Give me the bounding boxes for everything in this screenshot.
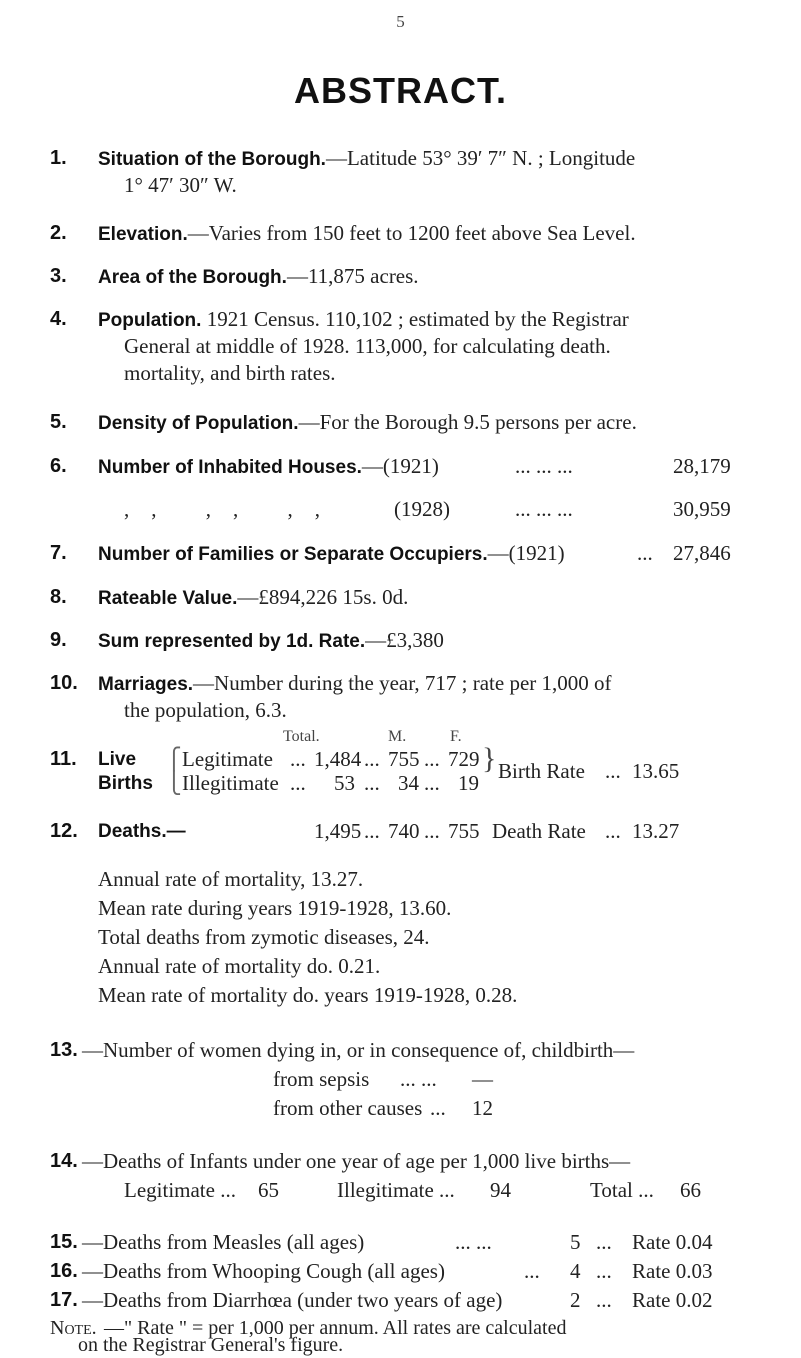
- item-heading: Rateable Value.: [98, 588, 238, 609]
- item-text: (1928): [394, 497, 450, 521]
- item-number: 6.: [50, 455, 67, 477]
- note-label: Note.: [50, 1317, 97, 1339]
- item-heading: Area of the Borough.: [98, 267, 287, 288]
- item-text-cont: General at middle of 1928. 113,000, for calculating death.: [124, 334, 611, 358]
- item-text: —Deaths from Whooping Cough (all ages): [82, 1259, 445, 1283]
- item-number: 1.: [50, 147, 67, 169]
- infants-illegit-value: 94: [490, 1178, 511, 1202]
- deaths-heading: Deaths.—: [98, 821, 186, 842]
- item-value: 30,959: [673, 497, 731, 521]
- item-text: 1921 Census. 110,102 ; estimated by the Registrar: [206, 307, 629, 331]
- item-text-cont: mortality, and birth rates.: [124, 361, 336, 385]
- leader-dots: ...: [524, 1259, 540, 1283]
- item-text: —£894,226 15s. 0d.: [237, 585, 409, 609]
- item-heading: Situation of the Borough.: [98, 149, 326, 170]
- item-number: 11.: [50, 748, 77, 770]
- item-number: 10.: [50, 672, 78, 694]
- column-total: Total.: [283, 728, 320, 745]
- item-text: —Varies from 150 feet to 1200 feet above Sea Level.: [187, 221, 636, 245]
- maternal-other-value: 12: [472, 1096, 493, 1120]
- disease-count: 2: [570, 1288, 581, 1312]
- leader-dots: ... ... ...: [515, 454, 573, 478]
- item-text: —Number during the year, 717 ; rate per 1,000 of: [193, 671, 612, 695]
- page-number: 5: [396, 12, 405, 31]
- births-female: 19: [458, 771, 479, 795]
- note-line-1: —" Rate " = per 1,000 per annum. All rates are calculated: [104, 1317, 567, 1339]
- item-text: —(1921): [487, 541, 565, 565]
- item-text: —(1921): [361, 454, 439, 478]
- row-label: Illegitimate: [182, 771, 279, 795]
- disease-count: 4: [570, 1259, 581, 1283]
- item-text: —£3,380: [365, 628, 444, 652]
- deaths-total: 1,495: [314, 819, 362, 843]
- maternal-sepsis-value: —: [472, 1067, 493, 1091]
- row-brace: ⎧: [166, 747, 182, 771]
- deaths-male: 740: [388, 819, 420, 843]
- disease-rate: Rate 0.02: [632, 1288, 713, 1312]
- item-number: 12.: [50, 820, 78, 842]
- birth-rate-label: Birth Rate: [498, 759, 585, 783]
- item-heading: Sum represented by 1d. Rate.: [98, 631, 366, 652]
- item-value: 27,846: [673, 541, 731, 565]
- item-number: 2.: [50, 222, 67, 244]
- item-number: 15.: [50, 1231, 78, 1253]
- disease-rate: Rate 0.03: [632, 1259, 713, 1283]
- row-label: Legitimate: [182, 747, 273, 771]
- item-number: 9.: [50, 629, 67, 651]
- item-value: 28,179: [673, 454, 731, 478]
- infants-illegit-label: Illegitimate ...: [337, 1178, 455, 1202]
- leader-dots: ...: [637, 541, 653, 565]
- infants-legit-label: Legitimate ...: [124, 1178, 236, 1202]
- births-female: 729: [448, 747, 480, 771]
- births-heading-live: Live: [98, 749, 137, 770]
- birth-rate-value: 13.65: [632, 759, 680, 783]
- item-number: 14.: [50, 1150, 78, 1172]
- item-heading: Number of Inhabited Houses.: [98, 457, 362, 478]
- births-male: 755: [388, 747, 420, 771]
- births-total: 1,484: [314, 747, 362, 771]
- item-number: 17.: [50, 1289, 78, 1311]
- births-male: 34: [398, 771, 419, 795]
- leader-dots: ... ...: [455, 1230, 492, 1254]
- item-number: 13.: [50, 1039, 78, 1061]
- item-text: —Number of women dying in, or in consequence of, childbirth—: [82, 1038, 635, 1062]
- maternal-other-label: from other causes: [273, 1096, 423, 1120]
- note-line-2: on the Registrar General's figure.: [78, 1334, 344, 1356]
- item-text-cont: 1° 47′ 30″ W.: [124, 173, 237, 197]
- infants-total-label: Total ...: [590, 1178, 654, 1202]
- item-number: 5.: [50, 411, 67, 433]
- item-heading: Population.: [98, 310, 202, 331]
- item-number: 7.: [50, 542, 67, 564]
- disease-rate: Rate 0.04: [632, 1230, 713, 1254]
- births-heading-births: Births: [98, 773, 153, 794]
- ditto-marks: ,, ,, ,,: [124, 497, 342, 521]
- births-total: 53: [334, 771, 355, 795]
- births-brace: }: [482, 742, 497, 775]
- infants-legit-value: 65: [258, 1178, 279, 1202]
- leader-dots: ... ... ...: [515, 497, 573, 521]
- row-brace: ⎩: [166, 771, 182, 795]
- maternal-sepsis-label: from sepsis: [273, 1067, 370, 1091]
- item-number: 8.: [50, 586, 67, 608]
- item-text: —Deaths from Diarrhœa (under two years of age): [82, 1288, 503, 1312]
- page-title: ABSTRACT.: [294, 70, 507, 111]
- item-heading: Number of Families or Separate Occupiers.: [98, 544, 488, 565]
- item-text: —Deaths of Infants under one year of age per 1,000 live births—: [82, 1149, 631, 1173]
- item-text: —11,875 acres.: [286, 264, 419, 288]
- item-heading: Elevation.: [98, 224, 188, 245]
- item-text-cont: the population, 6.3.: [124, 698, 287, 722]
- item-heading: Density of Population.: [98, 413, 299, 434]
- column-male: M.: [388, 728, 407, 745]
- item-number: 16.: [50, 1260, 78, 1282]
- death-rate-label: Death Rate: [492, 819, 586, 843]
- item-heading: Marriages.: [98, 674, 194, 695]
- item-number: 4.: [50, 308, 67, 330]
- infants-total-value: 66: [680, 1178, 701, 1202]
- item-text: —For the Borough 9.5 persons per acre.: [298, 410, 637, 434]
- item-text: —Deaths from Measles (all ages): [82, 1230, 365, 1254]
- item-number: 3.: [50, 265, 67, 287]
- death-rate-value: 13.27: [632, 819, 680, 843]
- item-text: —Latitude 53° 39′ 7″ N. ; Longitude: [325, 146, 636, 170]
- disease-count: 5: [570, 1230, 581, 1254]
- deaths-female: 755: [448, 819, 480, 843]
- column-female: F.: [450, 728, 462, 745]
